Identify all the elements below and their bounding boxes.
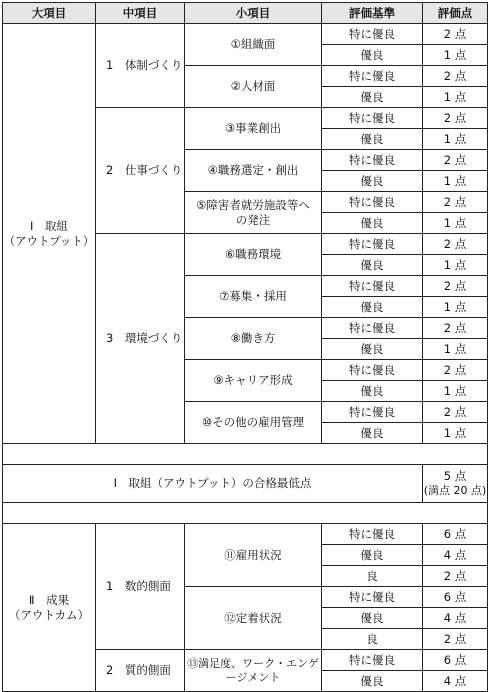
item-koyo: ⑪雇用状況 [185,524,322,587]
grade-cell: 良 [322,629,423,650]
point-cell: 2 点 [423,318,488,339]
grade-cell: 特に優良 [322,524,423,545]
item-sonota: ⑩その他の雇用管理 [185,402,322,444]
header-major: 大項目 [3,3,96,24]
grade-cell: 優良 [322,671,423,692]
grade-cell: 優良 [322,213,423,234]
point-cell: 2 点 [423,66,488,87]
section-divider [3,444,488,465]
item-teichaku: ⑫定着状況 [185,587,322,650]
divider-cell [3,503,488,524]
point-cell: 1 点 [423,45,488,66]
evaluation-table [2,2,488,692]
item-jinzai: ②人材面 [185,66,322,108]
section2-title-line2: （アウトカム） [8,607,90,622]
grade-cell: 特に優良 [322,108,423,129]
section1-title [3,24,96,444]
item-hatchu-line2: の発注 [235,212,271,227]
header-minor: 小項目 [185,3,322,24]
summary-row [3,465,488,503]
header-middle: 中項目 [96,3,185,24]
point-cell: 2 点 [423,566,488,587]
point-cell: 1 点 [423,297,488,318]
item-shokumukankyo: ⑥職務環境 [185,234,322,276]
grade-cell: 優良 [322,381,423,402]
section-divider [3,503,488,524]
point-cell: 2 点 [423,108,488,129]
grade-cell: 優良 [322,129,423,150]
grade-cell: 特に優良 [322,402,423,423]
point-cell: 2 点 [423,234,488,255]
grade-cell: 特に優良 [322,360,423,381]
summary-value-line1: 5 点 [443,468,467,483]
grade-cell: 良 [322,566,423,587]
table-row [3,524,488,545]
point-cell: 1 点 [423,87,488,108]
point-cell: 6 点 [423,587,488,608]
point-cell: 4 点 [423,671,488,692]
summary-value [423,465,488,503]
grade-cell: 優良 [322,608,423,629]
point-cell: 2 点 [423,276,488,297]
point-cell: 2 点 [423,24,488,45]
grade-cell: 特に優良 [322,66,423,87]
mid-kankyo: 3 環境づくり [96,234,185,444]
point-cell: 1 点 [423,129,488,150]
grade-cell: 優良 [322,297,423,318]
item-manzokudo-line1: ⑬満足度、ワーク・エンゲ [187,656,319,670]
item-hatchu [185,192,322,234]
section1-title-line1: Ⅰ 取組 [30,219,68,234]
mid-shigoto: 2 仕事づくり [96,108,185,234]
grade-cell: 特に優良 [322,234,423,255]
point-cell: 6 点 [423,524,488,545]
grade-cell: 特に優良 [322,276,423,297]
grade-cell: 優良 [322,339,423,360]
point-cell: 4 点 [423,608,488,629]
header-row [3,3,488,24]
item-hatchu-line1: ⑤障害者就労施設等へ [196,198,310,213]
header-points: 評価点 [423,3,488,24]
grade-cell: 優良 [322,87,423,108]
grade-cell: 優良 [322,423,423,444]
section2-title-line1: Ⅱ 成果 [28,593,70,608]
point-cell: 2 点 [423,402,488,423]
item-manzokudo-line2: ージメント [225,670,281,684]
grade-cell: 優良 [322,255,423,276]
point-cell: 2 点 [423,629,488,650]
point-cell: 1 点 [423,339,488,360]
point-cell: 1 点 [423,255,488,276]
divider-cell [3,444,488,465]
grade-cell: 特に優良 [322,650,423,671]
item-hatarakikata: ⑧働き方 [185,318,322,360]
point-cell: 4 点 [423,545,488,566]
header-criteria: 評価基準 [322,3,423,24]
summary-value-line2: (満点 20 点) [423,484,487,498]
point-cell: 1 点 [423,171,488,192]
point-cell: 1 点 [423,213,488,234]
grade-cell: 特に優良 [322,150,423,171]
table-row [3,24,488,45]
item-jigyo: ③事業創出 [185,108,322,150]
grade-cell: 優良 [322,45,423,66]
mid-shitsuteki: 2 質的側面 [96,650,185,692]
point-cell: 1 点 [423,423,488,444]
grade-cell: 特に優良 [322,24,423,45]
item-soshiki: ①組織面 [185,24,322,66]
mid-taisei: 1 体制づくり [96,24,185,108]
item-shokumu: ④職務選定・創出 [185,150,322,192]
item-career: ⑨キャリア形成 [185,360,322,402]
grade-cell: 優良 [322,545,423,566]
point-cell: 2 点 [423,360,488,381]
point-cell: 2 点 [423,192,488,213]
grade-cell: 特に優良 [322,318,423,339]
grade-cell: 優良 [322,171,423,192]
grade-cell: 特に優良 [322,192,423,213]
section2-title [3,524,96,692]
grade-cell: 特に優良 [322,587,423,608]
summary-label: Ⅰ 取組（アウトプット）の合格最低点 [3,465,423,503]
point-cell: 2 点 [423,150,488,171]
point-cell: 6 点 [423,650,488,671]
item-boshu: ⑦募集・採用 [185,276,322,318]
mid-suteki: 1 数的側面 [96,524,185,650]
point-cell: 1 点 [423,381,488,402]
section1-title-line2: （アウトプット） [3,233,95,248]
